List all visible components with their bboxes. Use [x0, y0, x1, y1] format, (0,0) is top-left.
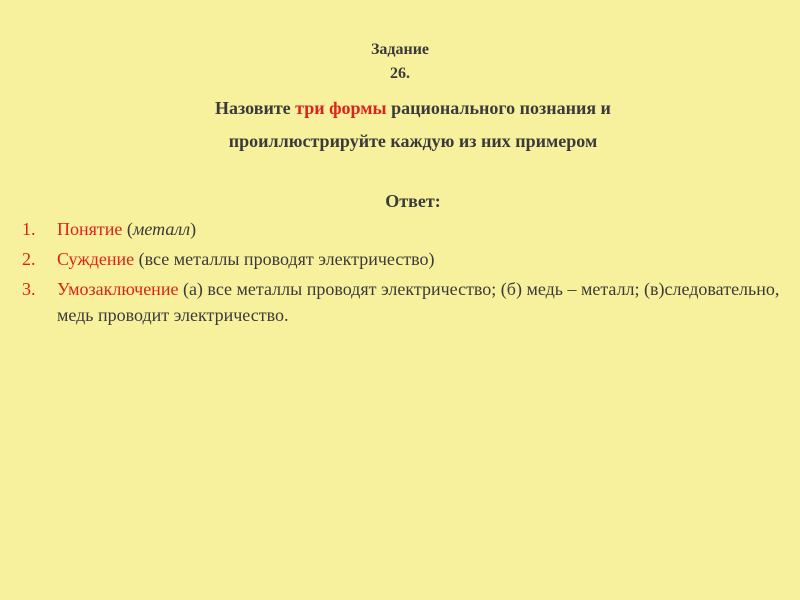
list-item-text: (а) все металлы проводят электричество; (б) медь – металл; (в)следовательно, медь проводит электричество. [57, 279, 780, 325]
list-item-term: Понятие [57, 219, 123, 239]
list-item-term: Суждение [57, 249, 135, 269]
question [0, 92, 800, 158]
list-item-open: ( [122, 219, 133, 239]
list-item [0, 216, 800, 242]
answer-label: Ответ: [385, 191, 441, 211]
question-line-1 [0, 92, 800, 125]
list-item-number: 3. [22, 279, 36, 299]
list-item [0, 246, 800, 272]
task-title [0, 38, 800, 86]
list-item-number: 1. [22, 219, 36, 239]
list-item-close: ) [190, 219, 197, 239]
list-item-number: 2. [22, 249, 36, 269]
answer-list [0, 216, 800, 332]
list-item-text: (все металлы проводят электричество) [134, 249, 435, 269]
question-suffix: рационального познания и [386, 98, 611, 118]
task-label: Задание [370, 41, 430, 58]
list-item [0, 276, 800, 328]
list-item-term: Умозаключение [57, 279, 179, 299]
task-number: 26. [390, 65, 410, 82]
question-prefix: Назовите [215, 98, 296, 118]
question-highlight: три формы [295, 98, 387, 118]
list-item-example: металл [132, 219, 191, 239]
question-line-2: проиллюстрируйте каждую из них примером [228, 131, 598, 151]
